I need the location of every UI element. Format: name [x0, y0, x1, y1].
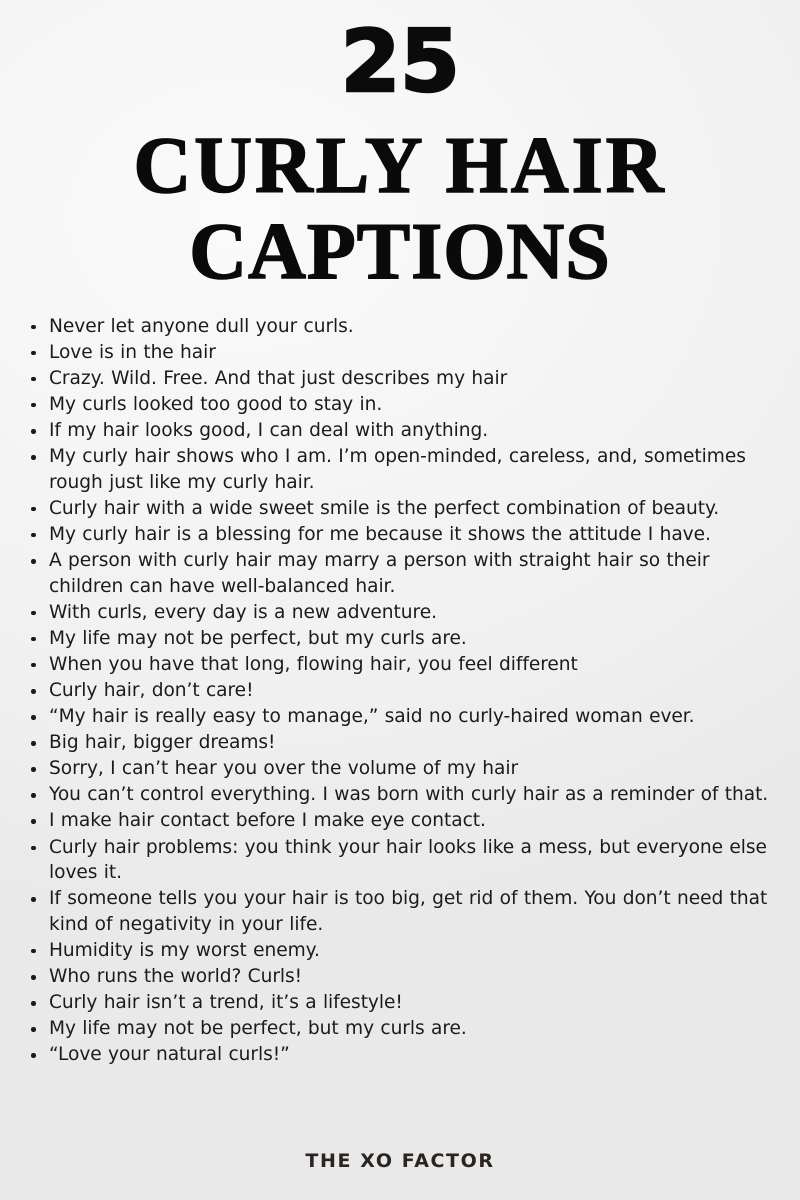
caption-item: Who runs the world? Curls! — [24, 964, 776, 990]
caption-item: When you have that long, flowing hair, you feel different — [24, 652, 776, 678]
poster-footer — [0, 1140, 800, 1200]
captions-section — [0, 292, 800, 1140]
captions-list — [24, 314, 776, 1068]
caption-item: I make hair contact before I make eye contact. — [24, 808, 776, 834]
caption-item: My life may not be perfect, but my curls are. — [24, 1016, 776, 1042]
caption-item: Curly hair problems: you think your hair looks like a mess, but everyone else loves it. — [24, 835, 776, 886]
brand-name: THE XO FACTOR — [305, 1150, 495, 1172]
caption-item: A person with curly hair may marry a person with straight hair so their children can have well-balanced hair. — [24, 548, 776, 599]
caption-item: “Love your natural curls!” — [24, 1042, 776, 1068]
caption-count: 25 — [340, 12, 460, 112]
caption-item: Never let anyone dull your curls. — [24, 314, 776, 340]
caption-item: If someone tells you your hair is too big, get rid of them. You don’t need that kind of negativity in your life. — [24, 886, 776, 937]
caption-item: With curls, every day is a new adventure. — [24, 600, 776, 626]
poster-header — [0, 0, 800, 296]
caption-item: Crazy. Wild. Free. And that just describes my hair — [24, 366, 776, 392]
page-title-line-2: CAPTIONS — [189, 207, 611, 296]
caption-item: Curly hair, don’t care! — [24, 678, 776, 704]
caption-item: Big hair, bigger dreams! — [24, 730, 776, 756]
caption-item: Sorry, I can’t hear you over the volume of my hair — [24, 756, 776, 782]
caption-item: If my hair looks good, I can deal with anything. — [24, 418, 776, 444]
caption-item: My life may not be perfect, but my curls are. — [24, 626, 776, 652]
caption-item: “My hair is really easy to manage,” said no curly-haired woman ever. — [24, 704, 776, 730]
caption-item: My curls looked too good to stay in. — [24, 392, 776, 418]
caption-item: Humidity is my worst enemy. — [24, 938, 776, 964]
caption-item: My curly hair shows who I am. I’m open-minded, careless, and, sometimes rough just like my curly hair. — [24, 444, 776, 495]
caption-item: Love is in the hair — [24, 340, 776, 366]
caption-item: Curly hair isn’t a trend, it’s a lifestyle! — [24, 990, 776, 1016]
caption-item: My curly hair is a blessing for me because it shows the attitude I have. — [24, 522, 776, 548]
caption-item: You can’t control everything. I was born with curly hair as a reminder of that. — [24, 782, 776, 808]
caption-item: Curly hair with a wide sweet smile is the perfect combination of beauty. — [24, 496, 776, 522]
page-title-line-1: CURLY HAIR — [133, 121, 667, 210]
